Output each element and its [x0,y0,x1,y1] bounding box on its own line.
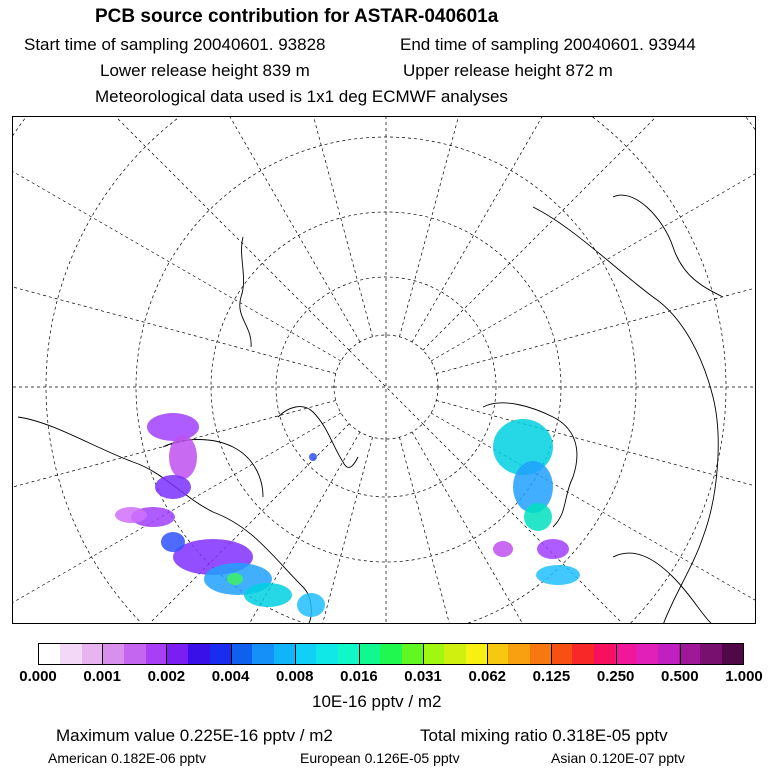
colorbar-divider [166,643,167,665]
polar-map-canvas [13,117,756,624]
colorbar [38,643,744,665]
colorbar-divider [487,643,488,665]
upper-release-height-label: Upper release height 872 m [403,61,613,80]
colorbar-tick-label: 0.031 [404,668,442,685]
colorbar-segment [103,644,125,664]
colorbar-segment [316,644,338,664]
colorbar-segment [508,644,530,664]
colorbar-segment [572,644,594,664]
colorbar-tick-label: 1.000 [725,668,763,685]
meridian-line [423,117,756,350]
plume-blob [155,475,191,499]
colorbar-segment [530,644,552,664]
plume-blob [161,532,185,552]
meridian-line [13,117,360,342]
plot-title: PCB source contribution for ASTAR-040601a [95,6,499,27]
colorbar-segment [124,644,146,664]
colorbar-divider [551,643,552,665]
meridian-line [13,117,341,361]
plume-blob [524,503,552,531]
colorbar-divider [680,643,681,665]
plume-blob [309,453,317,461]
colorbar-units: 10E-16 pptv / m2 [312,692,442,711]
colorbar-segment [594,644,616,664]
european-contribution-label: European 0.126E-05 pptv [300,750,460,766]
colorbar-segment [722,644,744,664]
colorbar-segment [636,644,658,664]
colorbar-segment [39,644,61,664]
colorbar-divider [616,643,617,665]
map-graticule [13,117,756,624]
colorbar-divider [295,643,296,665]
meteorological-data-label: Meteorological data used is 1x1 deg ECMWF analyses [95,87,508,106]
american-contribution-label: American 0.182E-06 pptv [48,750,206,766]
colorbar-segment [167,644,189,664]
map-coastlines [18,195,723,624]
colorbar-segment [231,644,253,664]
meridian-line [412,432,756,624]
colorbar-segment [82,644,104,664]
colorbar-segment [338,644,360,664]
colorbar-tick-label: 0.125 [532,668,571,685]
plume-blob [169,435,197,479]
plume-blob [537,539,569,559]
coast-greenland [278,407,358,468]
meridian-line [423,424,756,624]
plume-blob [244,583,292,607]
colorbar-segment [551,644,573,664]
colorbar-tick-label: 0.016 [340,668,378,685]
maximum-value-label: Maximum value 0.225E-16 pptv / m2 [56,726,333,745]
colorbar-tick-label: 0.250 [596,668,635,685]
colorbar-segment [615,644,637,664]
colorbar-segment [444,644,466,664]
colorbar-segment [274,644,296,664]
colorbar-segment [146,644,168,664]
plume-blob [536,565,580,585]
asian-contribution-label: Asian 0.120E-07 pptv [551,750,685,766]
colorbar-tick-label: 0.001 [83,668,121,685]
colorbar-segment [295,644,317,664]
colorbar-divider [423,643,424,665]
meridian-line [436,400,756,619]
colorbar-segment [60,644,82,664]
total-mixing-ratio-label: Total mixing ratio 0.318E-05 pptv [420,726,668,745]
meridian-line [13,117,349,350]
start-time-label: Start time of sampling 20040601. 93828 [24,35,326,54]
colorbar-tick-label: 0.004 [211,668,250,685]
plume-blob [227,573,243,585]
colorbar-divider [102,643,103,665]
colorbar-segment [359,644,381,664]
colorbar-segment [487,644,509,664]
end-time-label: End time of sampling 20040601. 93944 [400,35,696,54]
colorbar-segment [402,644,424,664]
colorbar-tick-label: 0.000 [19,668,57,685]
colorbar-divider [231,643,232,665]
colorbar-tick-label: 0.062 [468,668,507,685]
colorbar-segment [658,644,680,664]
meridian-line [399,117,618,337]
colorbar-divider [359,643,360,665]
latitude-circle [13,117,756,624]
meridian-line [153,117,372,337]
coast-alaska [240,237,251,347]
colorbar-segment [252,644,274,664]
colorbar-segment [466,644,488,664]
colorbar-segment [188,644,210,664]
lower-release-height-label: Lower release height 839 m [100,61,310,80]
plume-field [115,413,580,617]
colorbar-segment [700,644,722,664]
meridian-line [412,117,756,342]
colorbar-segment [210,644,232,664]
colorbar-segment [423,644,445,664]
meridian-line [436,154,756,373]
plume-blob [493,541,513,557]
plume-blob [297,593,325,617]
colorbar-tick-label: 0.002 [147,668,186,685]
colorbar-tick-label: 0.008 [275,668,314,685]
polar-map [12,116,756,624]
meridian-line [431,117,756,361]
meridian-line [13,154,336,373]
colorbar-segment [380,644,402,664]
latitude-circle [13,117,756,624]
plume-blob [115,507,147,523]
colorbar-tick-label: 0.500 [661,668,699,685]
colorbar-segment [679,644,701,664]
coast-middle-east [613,553,713,624]
plume-blob [147,413,199,441]
